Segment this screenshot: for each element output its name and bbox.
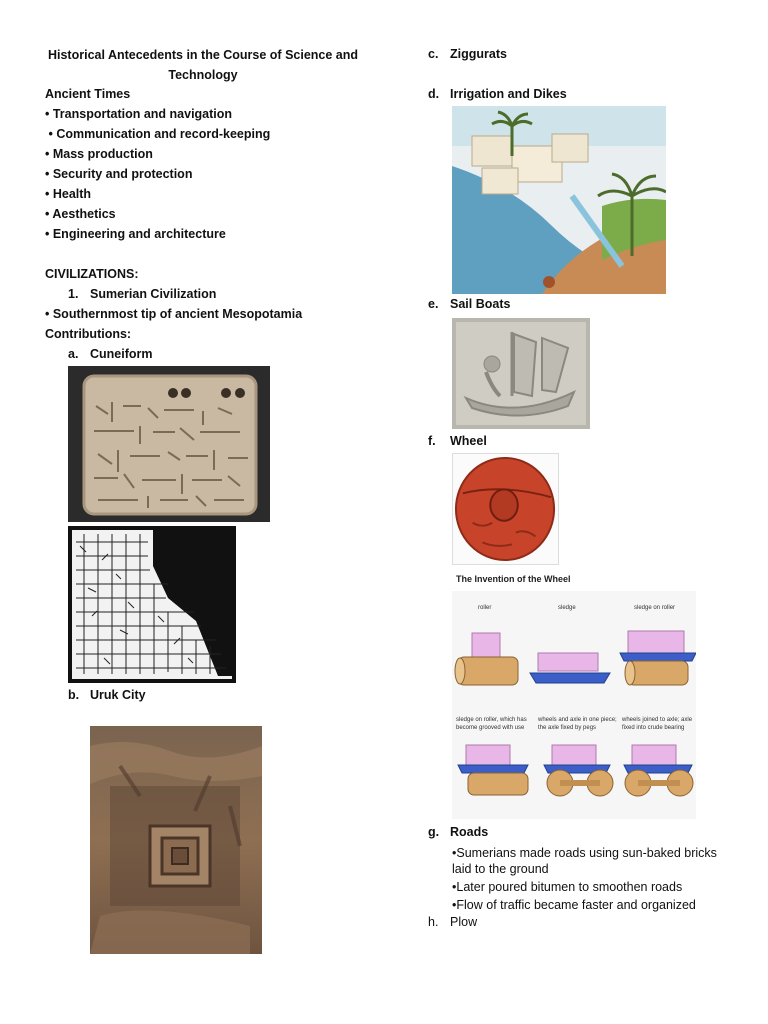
contribution-g [428, 824, 488, 840]
item-label: Wheel [450, 434, 487, 448]
contribution-b [68, 687, 146, 703]
title-line-1: Historical Antecedents in the Course of Science and [47, 48, 359, 62]
title-line-2: Technology [168, 68, 238, 82]
label-roller: roller [478, 605, 492, 611]
cuneiform-drawing [68, 526, 236, 683]
item-label: Irrigation and Dikes [450, 87, 567, 101]
ancient-wheel-photo [452, 453, 559, 565]
cuneiform-tablet-photo [68, 366, 270, 522]
roads-bullet: •Later poured bitumen to smoothen roads [452, 880, 683, 894]
item-letter: h. [428, 915, 439, 929]
contribution-e [428, 296, 510, 312]
list-item: • Health [45, 187, 92, 201]
roads-bullet: •Sumerians made roads using sun-baked bricks [452, 846, 717, 860]
contribution-h [428, 914, 477, 930]
item-label: Uruk City [90, 688, 146, 702]
item-letter: d. [428, 87, 440, 101]
item-label: Plow [450, 915, 478, 929]
list-item: • Communication and record-keeping [45, 127, 271, 141]
location-bullet: • Southernmost tip of ancient Mesopotamia [45, 307, 303, 321]
item-letter: g. [428, 825, 440, 839]
label-pegs-1: wheels and axle in one piece; [538, 717, 617, 723]
contribution-d [428, 86, 567, 102]
item-label: Cuneiform [90, 347, 153, 361]
label-bearing-1: wheels joined to axle; axle [622, 717, 693, 723]
civilizations-heading: CIVILIZATIONS: [45, 267, 139, 281]
contribution-f [428, 433, 487, 449]
label-bearing-2: fixed into crude bearing [622, 725, 685, 731]
item-letter: f. [428, 434, 436, 448]
list-item: • Security and protection [45, 167, 193, 181]
diagram-title: The Invention of the Wheel [456, 574, 571, 584]
item-label: Sail Boats [450, 297, 511, 311]
label-sledge: sledge [558, 605, 576, 611]
item-number: 1. [68, 287, 79, 301]
page-title [38, 45, 368, 85]
contributions-heading: Contributions: [45, 327, 132, 341]
roads-bullet: •Flow of traffic became faster and organized [452, 898, 696, 912]
item-label: Roads [450, 825, 489, 839]
contribution-c [428, 46, 507, 62]
ancient-times-heading: Ancient Times [45, 87, 131, 101]
civilization-item-1 [68, 286, 216, 302]
irrigation-illustration [452, 106, 666, 294]
label-pegs-2: the axle fixed by pegs [538, 725, 597, 731]
invention-of-wheel-diagram [452, 569, 696, 819]
roads-bullet-cont: laid to the ground [452, 862, 549, 876]
list-item: • Aesthetics [45, 207, 116, 221]
uruk-city-photo [90, 726, 262, 954]
label-sledge-on-roller: sledge on roller [634, 605, 676, 611]
label-grooved-2: become grooved with use [456, 725, 525, 731]
item-letter: b. [68, 688, 80, 702]
item-letter: a. [68, 347, 79, 361]
list-item: • Mass production [45, 147, 153, 161]
contribution-a [68, 346, 153, 362]
list-item: • Transportation and navigation [45, 107, 233, 121]
sail-boat-relief-photo [452, 318, 590, 429]
item-label: Ziggurats [450, 47, 507, 61]
item-letter: c. [428, 47, 439, 61]
item-letter: e. [428, 297, 439, 311]
list-item: • Engineering and architecture [45, 227, 226, 241]
label-grooved-1: sledge on roller, which has [456, 717, 527, 723]
item-label: Sumerian Civilization [90, 287, 217, 301]
